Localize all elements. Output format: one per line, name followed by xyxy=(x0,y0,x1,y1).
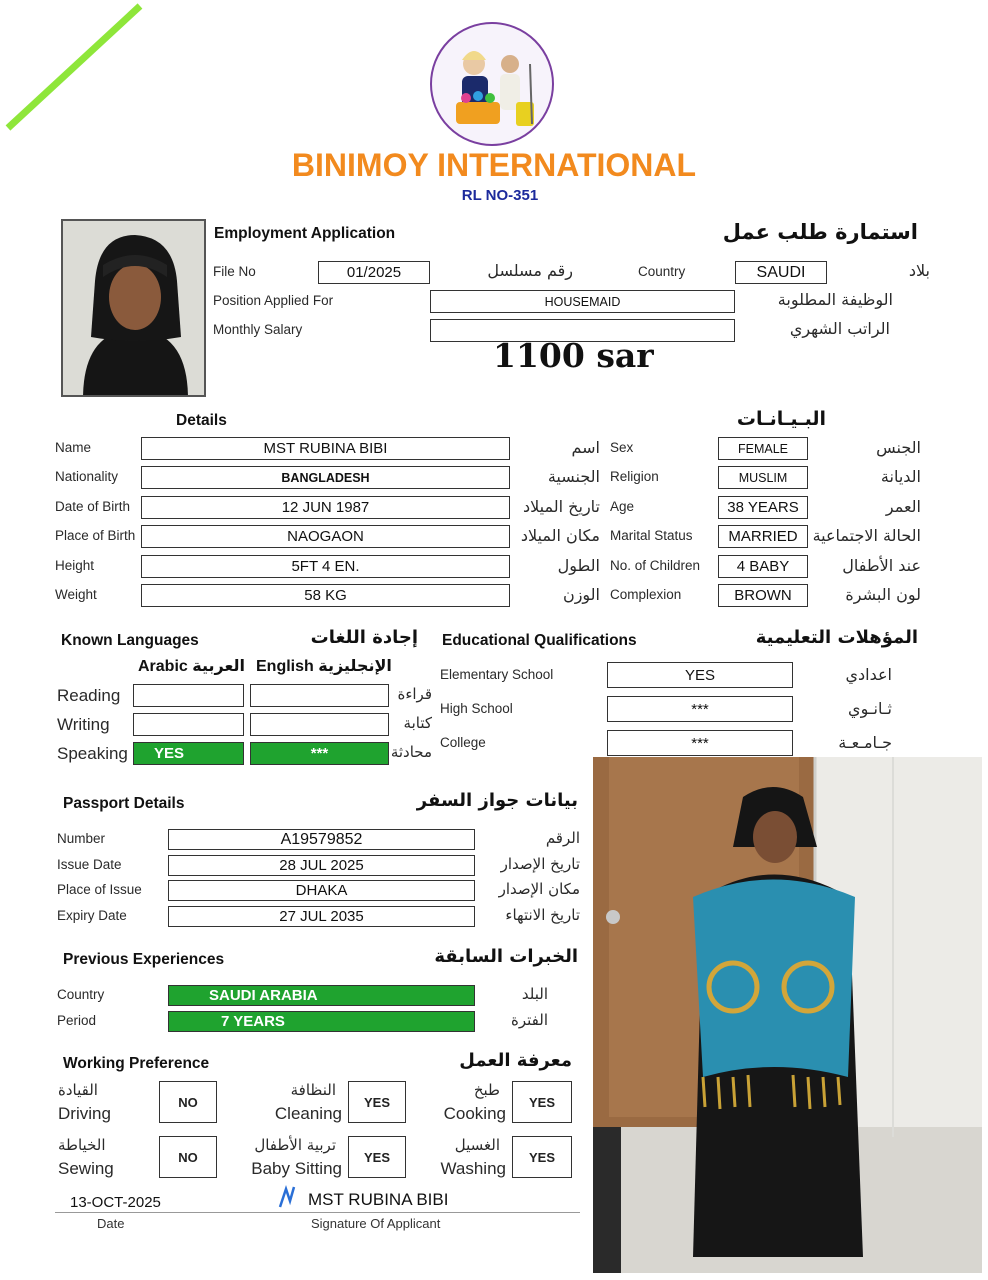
work-item-label: Cleaning xyxy=(274,1104,342,1123)
footer-date: 13-OCT-2025 xyxy=(70,1194,161,1211)
company-logo xyxy=(430,22,554,146)
detail-field[interactable]: MUSLIM xyxy=(718,466,808,489)
form-title-arabic: استمارة طلب عمل xyxy=(722,220,918,244)
language-arabic-field[interactable]: YES xyxy=(133,742,244,765)
detail-arabic: الديانة xyxy=(880,467,921,487)
work-item-label: Sewing xyxy=(58,1159,114,1178)
language-row-label: Speaking xyxy=(57,744,128,763)
experience-heading: Previous Experiences xyxy=(63,951,225,968)
applicant-photo xyxy=(61,219,206,397)
signature-icon xyxy=(276,1183,298,1211)
license-number: RL NO-351 xyxy=(461,187,539,204)
education-field[interactable]: *** xyxy=(607,696,793,722)
detail-arabic: العمر xyxy=(885,496,921,516)
salary-arabic: الراتب الشهري xyxy=(789,319,890,338)
work-item-value[interactable]: YES xyxy=(348,1136,406,1178)
detail-label: Complexion xyxy=(610,587,682,602)
language-row-arabic: محادثة xyxy=(390,743,432,761)
details-heading-arabic: البـيـانـات xyxy=(736,408,826,430)
detail-field[interactable]: MST RUBINA BIBI xyxy=(141,437,510,460)
work-item-label: Baby Sitting xyxy=(251,1159,342,1178)
corner-stripe xyxy=(0,0,150,140)
education-heading: Educational Qualifications xyxy=(442,632,637,649)
detail-field[interactable]: BANGLADESH xyxy=(141,466,510,489)
detail-field[interactable]: MARRIED xyxy=(718,525,808,548)
detail-arabic: تاريخ الميلاد xyxy=(523,496,600,516)
detail-field[interactable]: 5FT 4 EN. xyxy=(141,555,510,578)
passport-arabic: تاريخ الإصدار xyxy=(500,854,580,873)
work-item-arabic: القيادة xyxy=(58,1081,98,1099)
company-name: BINIMOY INTERNATIONAL xyxy=(291,147,697,183)
education-arabic: ثـانـوي xyxy=(848,699,892,718)
language-english-field[interactable] xyxy=(250,713,389,736)
work-item-arabic: تربية الأطفال xyxy=(254,1136,336,1154)
detail-arabic: الوزن xyxy=(562,585,600,604)
passport-heading-arabic: بيانات جواز السفر xyxy=(416,790,578,811)
country-arabic: بلاد xyxy=(908,261,930,280)
education-arabic: اعدادي xyxy=(845,665,892,684)
work-item-arabic: النظافة xyxy=(290,1081,336,1099)
detail-field[interactable]: 38 YEARS xyxy=(718,496,808,519)
detail-field[interactable]: FEMALE xyxy=(718,437,808,460)
experience-label: Period xyxy=(57,1012,97,1028)
passport-arabic: الرقم xyxy=(545,829,580,847)
work-item-arabic: الخياطة xyxy=(58,1136,106,1154)
work-item-arabic: الغسيل xyxy=(454,1136,500,1154)
passport-heading: Passport Details xyxy=(63,795,185,812)
education-label: High School xyxy=(440,701,513,716)
detail-arabic: الحالة الاجتماعية xyxy=(812,526,921,546)
detail-field[interactable]: BROWN xyxy=(718,584,808,607)
passport-arabic: تاريخ الانتهاء xyxy=(505,905,580,924)
experience-arabic: البلد xyxy=(521,985,548,1003)
file-no-label: File No xyxy=(213,264,256,279)
languages-heading-arabic: إجادة اللغات xyxy=(310,627,418,648)
passport-label: Number xyxy=(57,831,106,846)
experience-field[interactable]: 7 YEARS xyxy=(168,1011,475,1032)
country-field[interactable]: SAUDI xyxy=(735,261,827,284)
work-item-arabic: طبخ xyxy=(473,1081,500,1099)
passport-label: Place of Issue xyxy=(57,882,142,897)
footer-signature-label: Signature Of Applicant xyxy=(311,1216,441,1231)
language-row-label: Writing xyxy=(57,715,110,734)
detail-field[interactable]: 4 BABY xyxy=(718,555,808,578)
salary-label: Monthly Salary xyxy=(213,322,303,337)
work-item-value[interactable]: YES xyxy=(512,1136,572,1178)
position-label: Position Applied For xyxy=(213,293,334,308)
passport-label: Issue Date xyxy=(57,856,122,872)
full-body-photo xyxy=(593,757,982,1273)
language-english-field[interactable] xyxy=(250,684,389,707)
detail-label: Age xyxy=(610,498,635,514)
position-arabic: الوظيفة المطلوبة xyxy=(777,290,893,309)
languages-col-arabic: Arabic العربية xyxy=(138,658,245,675)
language-arabic-field[interactable] xyxy=(133,684,244,707)
work-item-value[interactable]: NO xyxy=(159,1136,217,1178)
detail-arabic: عند الأطفال xyxy=(842,555,921,575)
details-heading: Details xyxy=(176,412,227,429)
passport-field[interactable]: 27 JUL 2035 xyxy=(168,906,475,927)
work-heading: Working Preference xyxy=(63,1055,210,1072)
work-item-value[interactable]: NO xyxy=(159,1081,217,1123)
education-field[interactable]: YES xyxy=(607,662,793,688)
education-arabic: جـامـعـة xyxy=(838,733,892,752)
passport-arabic: مكان الإصدار xyxy=(498,880,580,898)
detail-field[interactable]: 58 KG xyxy=(141,584,510,607)
detail-label: Height xyxy=(55,557,95,573)
language-row-arabic: كتابة xyxy=(403,714,432,732)
position-field[interactable]: HOUSEMAID xyxy=(430,290,735,313)
file-no-arabic: رقم مسلسل xyxy=(487,261,573,280)
file-no-field[interactable]: 01/2025 xyxy=(318,261,430,284)
detail-label: Nationality xyxy=(55,469,119,485)
detail-label: Weight xyxy=(55,587,97,602)
footer-date-label: Date xyxy=(97,1216,125,1231)
detail-arabic: الجنسية xyxy=(547,467,600,487)
salary-note: 1100 sar xyxy=(493,336,654,375)
passport-field[interactable]: DHAKA xyxy=(168,880,475,901)
footer-line xyxy=(55,1212,580,1213)
detail-arabic: اسم xyxy=(571,438,600,457)
detail-arabic: مكان الميلاد xyxy=(520,526,600,546)
language-row-label: Reading xyxy=(57,686,121,705)
country-label: Country xyxy=(638,264,686,279)
detail-label: Marital Status xyxy=(610,528,693,544)
education-heading-arabic: المؤهلات التعليمية xyxy=(755,627,918,648)
detail-label: Sex xyxy=(610,440,634,455)
detail-arabic: الجنس xyxy=(876,438,921,457)
detail-label: Place of Birth xyxy=(55,528,136,544)
passport-label: Expiry Date xyxy=(57,907,127,923)
experience-label: Country xyxy=(57,987,105,1002)
passport-field[interactable]: 28 JUL 2025 xyxy=(168,855,475,876)
detail-field[interactable]: NAOGAON xyxy=(141,525,510,548)
work-heading-arabic: معرفة العمل xyxy=(459,1050,572,1071)
language-arabic-field[interactable] xyxy=(133,713,244,736)
work-item-value[interactable]: YES xyxy=(348,1081,406,1123)
language-row-arabic: قراءة xyxy=(397,685,432,703)
detail-label: No. of Children xyxy=(610,557,701,573)
experience-field[interactable]: SAUDI ARABIA xyxy=(168,985,475,1006)
detail-arabic: لون البشرة xyxy=(845,585,921,604)
work-item-label: Cooking xyxy=(443,1104,506,1123)
form-title: Employment Application xyxy=(214,225,396,242)
work-item-label: Driving xyxy=(58,1104,111,1123)
detail-label: Name xyxy=(55,440,92,455)
languages-heading: Known Languages xyxy=(61,632,199,649)
education-label: Elementary School xyxy=(440,667,554,682)
passport-field[interactable]: A19579852 xyxy=(168,829,475,850)
work-item-value[interactable]: YES xyxy=(512,1081,572,1123)
work-item-label: Washing xyxy=(440,1159,506,1178)
experience-heading-arabic: الخبرات السابقة xyxy=(434,946,578,967)
detail-arabic: الطول xyxy=(557,555,600,575)
education-field[interactable]: *** xyxy=(607,730,793,756)
detail-field[interactable]: 12 JUN 1987 xyxy=(141,496,510,519)
language-english-field[interactable]: *** xyxy=(250,742,389,765)
footer-signature: MST RUBINA BIBI xyxy=(308,1190,449,1209)
detail-label: Religion xyxy=(610,469,659,485)
languages-col-english: English الإنجليزية xyxy=(256,658,392,675)
education-label: College xyxy=(440,735,486,750)
experience-arabic: الفترة xyxy=(511,1010,548,1029)
detail-label: Date of Birth xyxy=(55,498,131,514)
